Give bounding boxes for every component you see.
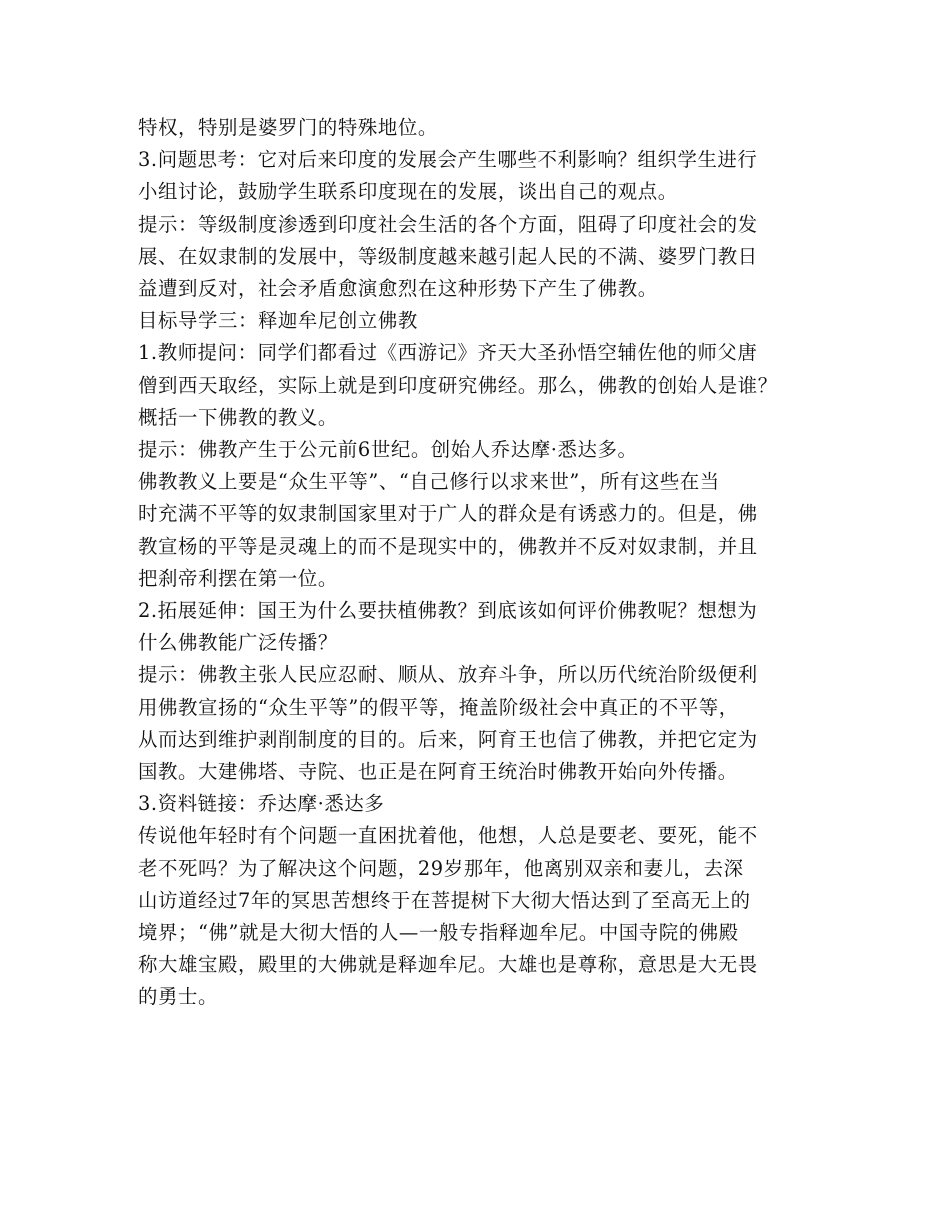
text-line: 概括一下佛教的教义。 xyxy=(138,405,338,429)
text-line: 特权，特别是婆罗门的特殊地位。 xyxy=(138,116,438,139)
document-body xyxy=(138,112,818,1014)
text-line: 益遭到反对，社会矛盾愈演愈烈在这种形势下产生了佛教。 xyxy=(138,277,658,301)
text-line: 国教。大建佛塔、寺院、也正是在阿育王统治时佛教开始向外传播。 xyxy=(138,760,738,784)
text-line: 境界；“佛”就是大彻大悟的人—一般专指释迦牟尼。中国寺院的佛殿 xyxy=(138,921,739,945)
text-line: 老不死吗？为了解决这个问题，29岁那年，他离别双亲和妻儿，去深 xyxy=(138,856,744,880)
text-line: 僧到西天取经，实际上就是到印度研究佛经。那么，佛教的创始人是谁？ xyxy=(138,373,778,397)
text-line: 山访道经过7年的冥思苦想终于在菩提树下大彻大悟达到了至高无上的 xyxy=(138,888,751,912)
text-line: 什么佛教能广泛传播？ xyxy=(138,631,338,655)
text-line: 传说他年轻时有个问题一直困扰着他，他想，人总是要老、要死，能不 xyxy=(138,824,758,848)
text-line: 从而达到维护剥削制度的目的。后来，阿育王也信了佛教，并把它定为 xyxy=(138,727,758,751)
text-line: 3.资料链接：乔达摩·悉达多 xyxy=(138,792,385,816)
text-line: 时充满不平等的奴隶制国家里对于广人的群众是有诱惑力的。但是，佛 xyxy=(138,502,758,526)
text-line: 提示：佛教主张人民应忍耐、顺从、放弃斗争，所以历代统治阶级便利 xyxy=(138,663,758,687)
text-line: 提示：佛教产生于公元前6世纪。创始人乔达摩·悉达多。 xyxy=(138,438,638,462)
text-line: 佛教教义上要是“众生平等”、“自己修行以求来世”，所有这些在当 xyxy=(138,470,720,494)
section-heading: 目标导学三：释迦牟尼创立佛教 xyxy=(138,309,418,333)
text-line: 提示：等级制度渗透到印度社会生活的各个方面，阻碍了印度社会的发 xyxy=(138,212,758,236)
text-line: 小组讨论，鼓励学生联系印度现在的发展，谈出自己的观点。 xyxy=(138,180,678,204)
text-line: 称大雄宝殿，殿里的大佛就是释迦牟尼。大雄也是尊称，意思是大无畏 xyxy=(138,953,758,977)
text-line: 1.教师提问：同学们都看过《西游记》齐天大圣孙悟空辅佐他的师父唐 xyxy=(138,341,758,365)
text-line: 的勇士。 xyxy=(138,985,218,1009)
text-line: 教宣杨的平等是灵魂上的而不是现实中的，佛教并不反对奴隶制，并且 xyxy=(138,534,758,558)
text-line: 3.问题思考：它对后来印度的发展会产生哪些不利影响？组织学生进行 xyxy=(138,148,758,172)
text-line: 把刹帝利摆在第一位。 xyxy=(138,566,338,590)
text-line: 展、在奴隶制的发展中，等级制度越来越引起人民的不满、婆罗门教日 xyxy=(138,244,758,268)
text-line: 2.拓展延伸：国王为什么要扶植佛教？到底该如何评价佛教呢？想想为 xyxy=(138,599,758,623)
text-line: 用佛教宣扬的“众生平等”的假平等，掩盖阶级社会中真正的不平等， xyxy=(138,695,739,719)
